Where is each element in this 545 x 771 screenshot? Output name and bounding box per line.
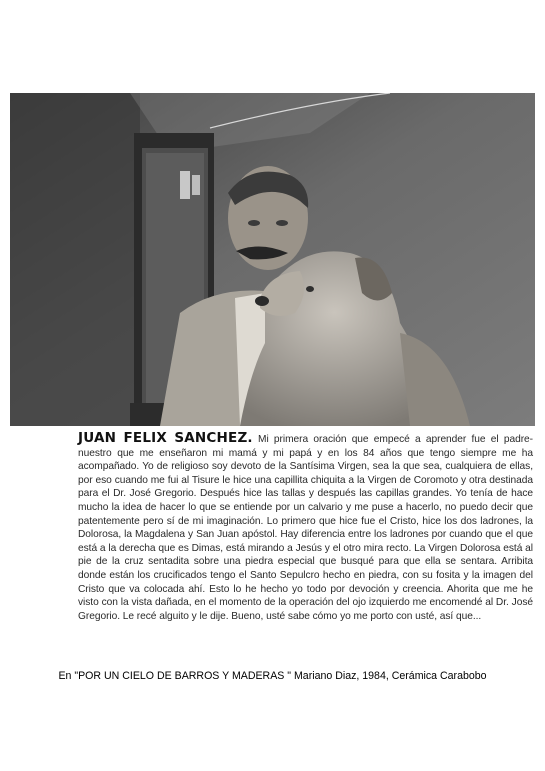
photo-caption: En "POR UN CIELO DE BARROS Y MADERAS " Mariano Diaz, 1984, Cerámica Carabobo (58, 670, 487, 682)
article-headline: JUAN FELIX SANCHEZ. (78, 430, 253, 446)
portrait-photo (10, 93, 535, 426)
article-body: Mi primera oración que empecé a aprender fue el padre-nuestro que me enseñaron mi mamá y mi papá y en los 84 años que tengo siempre me ha acompañado. Yo de religioso soy devoto de la Santísima Virgen, sea la que sea, cualquiera de ellas, por eso cuando me fui al Tisure le hice una capillita chiquita a la Virgen de Coromoto y otra destinada para el Dr. José Gregorio. Después hice las tallas y después las capillas grandes. Yo tenía de hace mucho la idea de hacer lo que se entiende por un calvario y me puse a hacerlo, no puedo decir que patentemente pero sí de mi imaginación. Lo primero que hice fue el Cristo, hice los dos ladrones, la Dolorosa, la Magdalena y San Juan apóstol. Hay diferencia entre los ladrones por cuando que el que está a la derecha que es Dimas, está mirando a Jesús y el otro mira recto. La Virgen Dolorosa está al pie de la cruz sentadita sobre una piedra especial que busqué para que ella se sentara. Arribita donde están los crucificados tengo el Santo Sepulcro hecho en piedra, con su fosita y la imagen del Cristo que va colocada ahí. Esto lo he hecho yo todo por devoción y creencia. Ahorita que me he visto con la vista dañada, en el momento de la operación del ojo izquierdo me encomendé al Dr. José Gregorio. Le recé alguito y le dije. Bueno, usté sabe cómo yo me porto con usté, así que... (78, 434, 534, 622)
photo-illustration (10, 93, 535, 426)
article-paragraph (78, 432, 533, 623)
